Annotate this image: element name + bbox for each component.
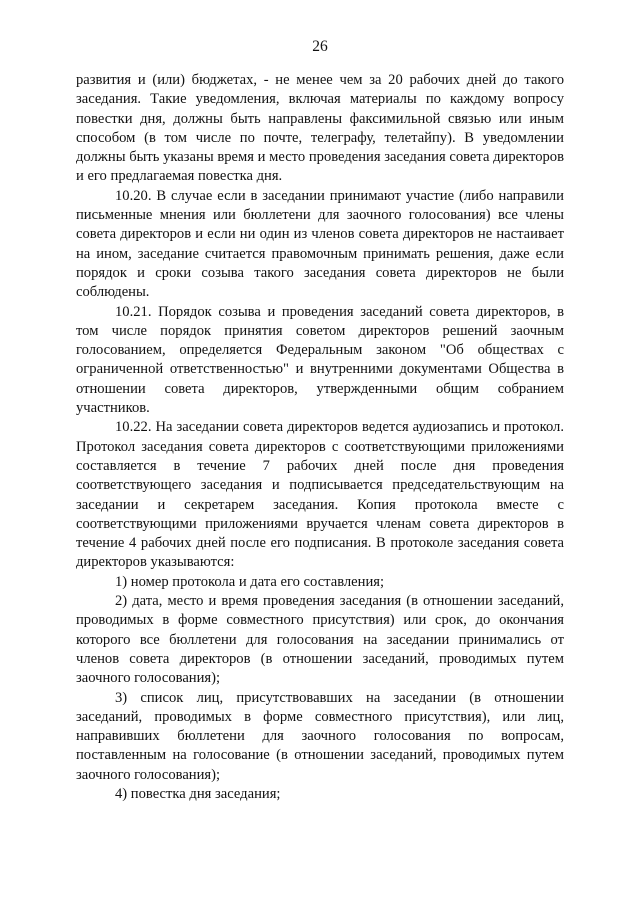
page-number: 26 [312, 38, 328, 55]
list-item-3: 3) список лиц, присутствовавших на заседании (в отношении заседаний, проводимых в форме совместного присутствия), или лиц, направивших бюллетени для заочного голосования по вопросам, поставленным на голосование (в отношении заседаний, проводимых путем заочного голосования); [76, 689, 564, 783]
list-item-4: 4) повестка дня заседания; [115, 785, 281, 802]
paragraph-clause-10-22: 10.22. На заседании совета директоров ведется аудиозапись и протокол. Протокол заседания совета директоров с соответствующими приложениями составляется в течение 7 рабочих дней после дня проведения соответствующего заседания и подписывается председательствующим на заседании и секретарем заседания. Копия протокола вместе с соответствующими приложениями вручается членам совета директоров в течение 4 рабочих дней после его подписания. В протоколе заседания совета директоров указываются: [76, 419, 564, 571]
paragraph-continuation: развития и (или) бюджетах, - не менее чем за 20 рабочих дней до такого заседания. Такие уведомления, включая материалы по каждому вопросу повестки дня, должны быть направлены факсимильной связью или иным способом (в том числе по почте, телеграфу, телетайпу). В уведомлении должны быть указаны время и место проведения заседания совета директоров и его предлагаемая повестка дня. [76, 72, 564, 185]
list-item-1: 1) номер протокола и дата его составления; [115, 573, 385, 590]
document-body [76, 71, 564, 804]
list-item-2: 2) дата, место и время проведения заседания (в отношении заседаний, проводимых в форме совместного присутствия) или срок, до окончания которого все бюллетени для голосования на заседании принимались от членов совета директоров (в отношении заседаний, проводимых путем заочного голосования); [76, 593, 564, 687]
paragraph-clause-10-20: 10.20. В случае если в заседании принимают участие (либо направили письменные мнения или бюллетени для заочного голосования) все члены совета директоров и если ни один из членов совета директоров не настаивает на ином, заседание считается правомочным принимать решения, даже если порядок и сроки созыва такого заседания совета директоров не были соблюдены. [76, 187, 564, 301]
paragraph-clause-10-21: 10.21. Порядок созыва и проведения заседаний совета директоров, в том числе порядок принятия советом директоров решений заочным голосованием, определяется Федеральным законом "Об обществах с ограниченной ответственностью" и внутренними документами Общества в отношении совета директоров, утвержденными общим собранием участников. [76, 303, 564, 417]
